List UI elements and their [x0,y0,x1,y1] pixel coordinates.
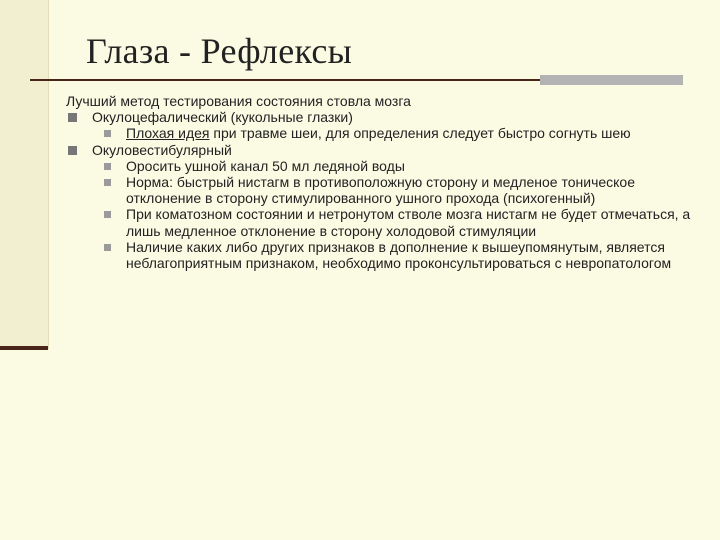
sub-list-item [66,239,696,271]
slide-content [66,93,696,271]
item-text: Норма: быстрый нистагм в противоположную сторону и медленое тоническое отклонение в сторону стимулированного ушного прохода (психогенный) [126,174,636,207]
square-bullet-icon [68,146,77,155]
left-decorative-panel [0,0,49,349]
item-text: Окуловестибулярный [92,141,232,158]
sub-list-item [66,158,696,174]
item-text: Окулоцефалический (кукольные глазки) [92,109,353,126]
sub-list-item [66,206,696,238]
title-accent-bar [540,75,683,85]
list-item [66,109,696,125]
square-bullet-icon [104,211,111,218]
square-bullet-icon [104,244,111,251]
left-panel-bottom-bar [0,346,48,350]
square-bullet-icon [68,113,77,122]
slide-title: Глаза - Рефлексы [86,31,353,71]
intro-text: Лучший метод тестирования состояния стовла мозга [66,93,411,109]
item-text: Оросить ушной канал 50 мл ледяной воды [126,157,405,174]
list-item [66,142,696,158]
item-text: Наличие каких либо других признаков в дополнение к вышеупомянутым, является неблагоприятным признаком, необходимо проконсультироваться с невропатологом [126,238,672,272]
item-text: При коматозном состоянии и нетронутом стволе мозга нистагм не будет отмечаться, а лишь медленное отклонение в сторону холодовой стимуляции [126,206,691,239]
underlined-text: Плохая идея [126,125,210,142]
square-bullet-icon [104,179,111,186]
sub-list-item [66,174,696,206]
square-bullet-icon [104,130,111,137]
sub-list-item [66,125,696,141]
item-text: при травме шеи, для определения следует быстро согнуть шею [209,125,631,142]
square-bullet-icon [104,163,111,170]
title-underline [30,79,540,81]
